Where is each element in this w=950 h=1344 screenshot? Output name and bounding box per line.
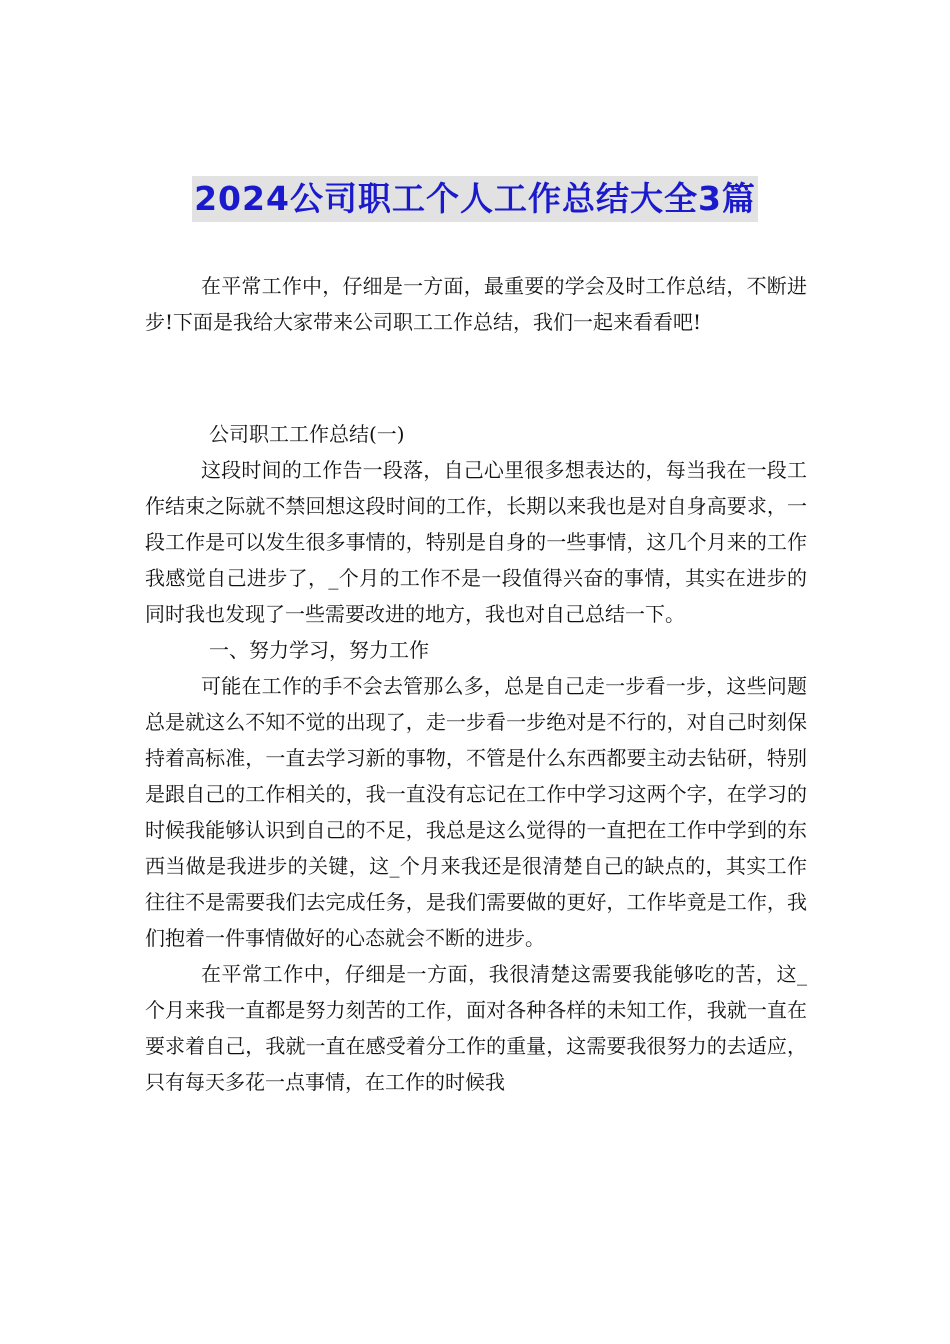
intro-paragraph: 在平常工作中，仔细是一方面，最重要的学会及时工作总结，不断进步!下面是我给大家带来公司职工工作总结，我们一起来看看吧! [145, 274, 807, 334]
subheading-1: 一、努力学习，努力工作 [209, 638, 429, 662]
section-block [145, 416, 807, 1100]
body-paragraph-1: 这段时间的工作告一段落，自己心里很多想表达的，每当我在一段工作结束之际就不禁回想这段时间的工作，长期以来我也是对自身高要求，一段工作是可以发生很多事情的，特别是自身的一些事情，这几个月来的工作我感觉自己进步了，_个月的工作不是一段值得兴奋的事情，其实在进步的同时我也发现了一些需要改进的地方，我也对自己总结一下。 [145, 458, 807, 626]
section-heading: 公司职工工作总结(一) [209, 422, 405, 446]
intro-block [145, 268, 807, 340]
body-paragraph-3: 在平常工作中，仔细是一方面，我很清楚这需要我能够吃的苦，这_个月来我一直都是努力刻苦的工作，面对各种各样的未知工作，我就一直在要求着自己，我就一直在感受着分工作的重量，这需要我很努力的去适应，只有每天多花一点事情，在工作的时候我 [145, 962, 807, 1094]
body-paragraph-2: 可能在工作的手不会去管那么多，总是自己走一步看一步，这些问题总是就这么不知不觉的出现了，走一步看一步绝对是不行的，对自己时刻保持着高标准，一直去学习新的事物，不管是什么东西都要主动去钻研，特别是跟自己的工作相关的，我一直没有忘记在工作中学习这两个字，在学习的时候我能够认识到自己的不足，我总是这么觉得的一直把在工作中学到的东西当做是我进步的关键，这_个月来我还是很清楚自己的缺点的，其实工作往往不是需要我们去完成任务，是我们需要做的更好，工作毕竟是工作，我们抱着一件事情做好的心态就会不断的进步。 [145, 674, 807, 950]
document-title: 2024公司职工个人工作总结大全3篇 [192, 176, 758, 222]
title-wrapper [0, 176, 950, 222]
